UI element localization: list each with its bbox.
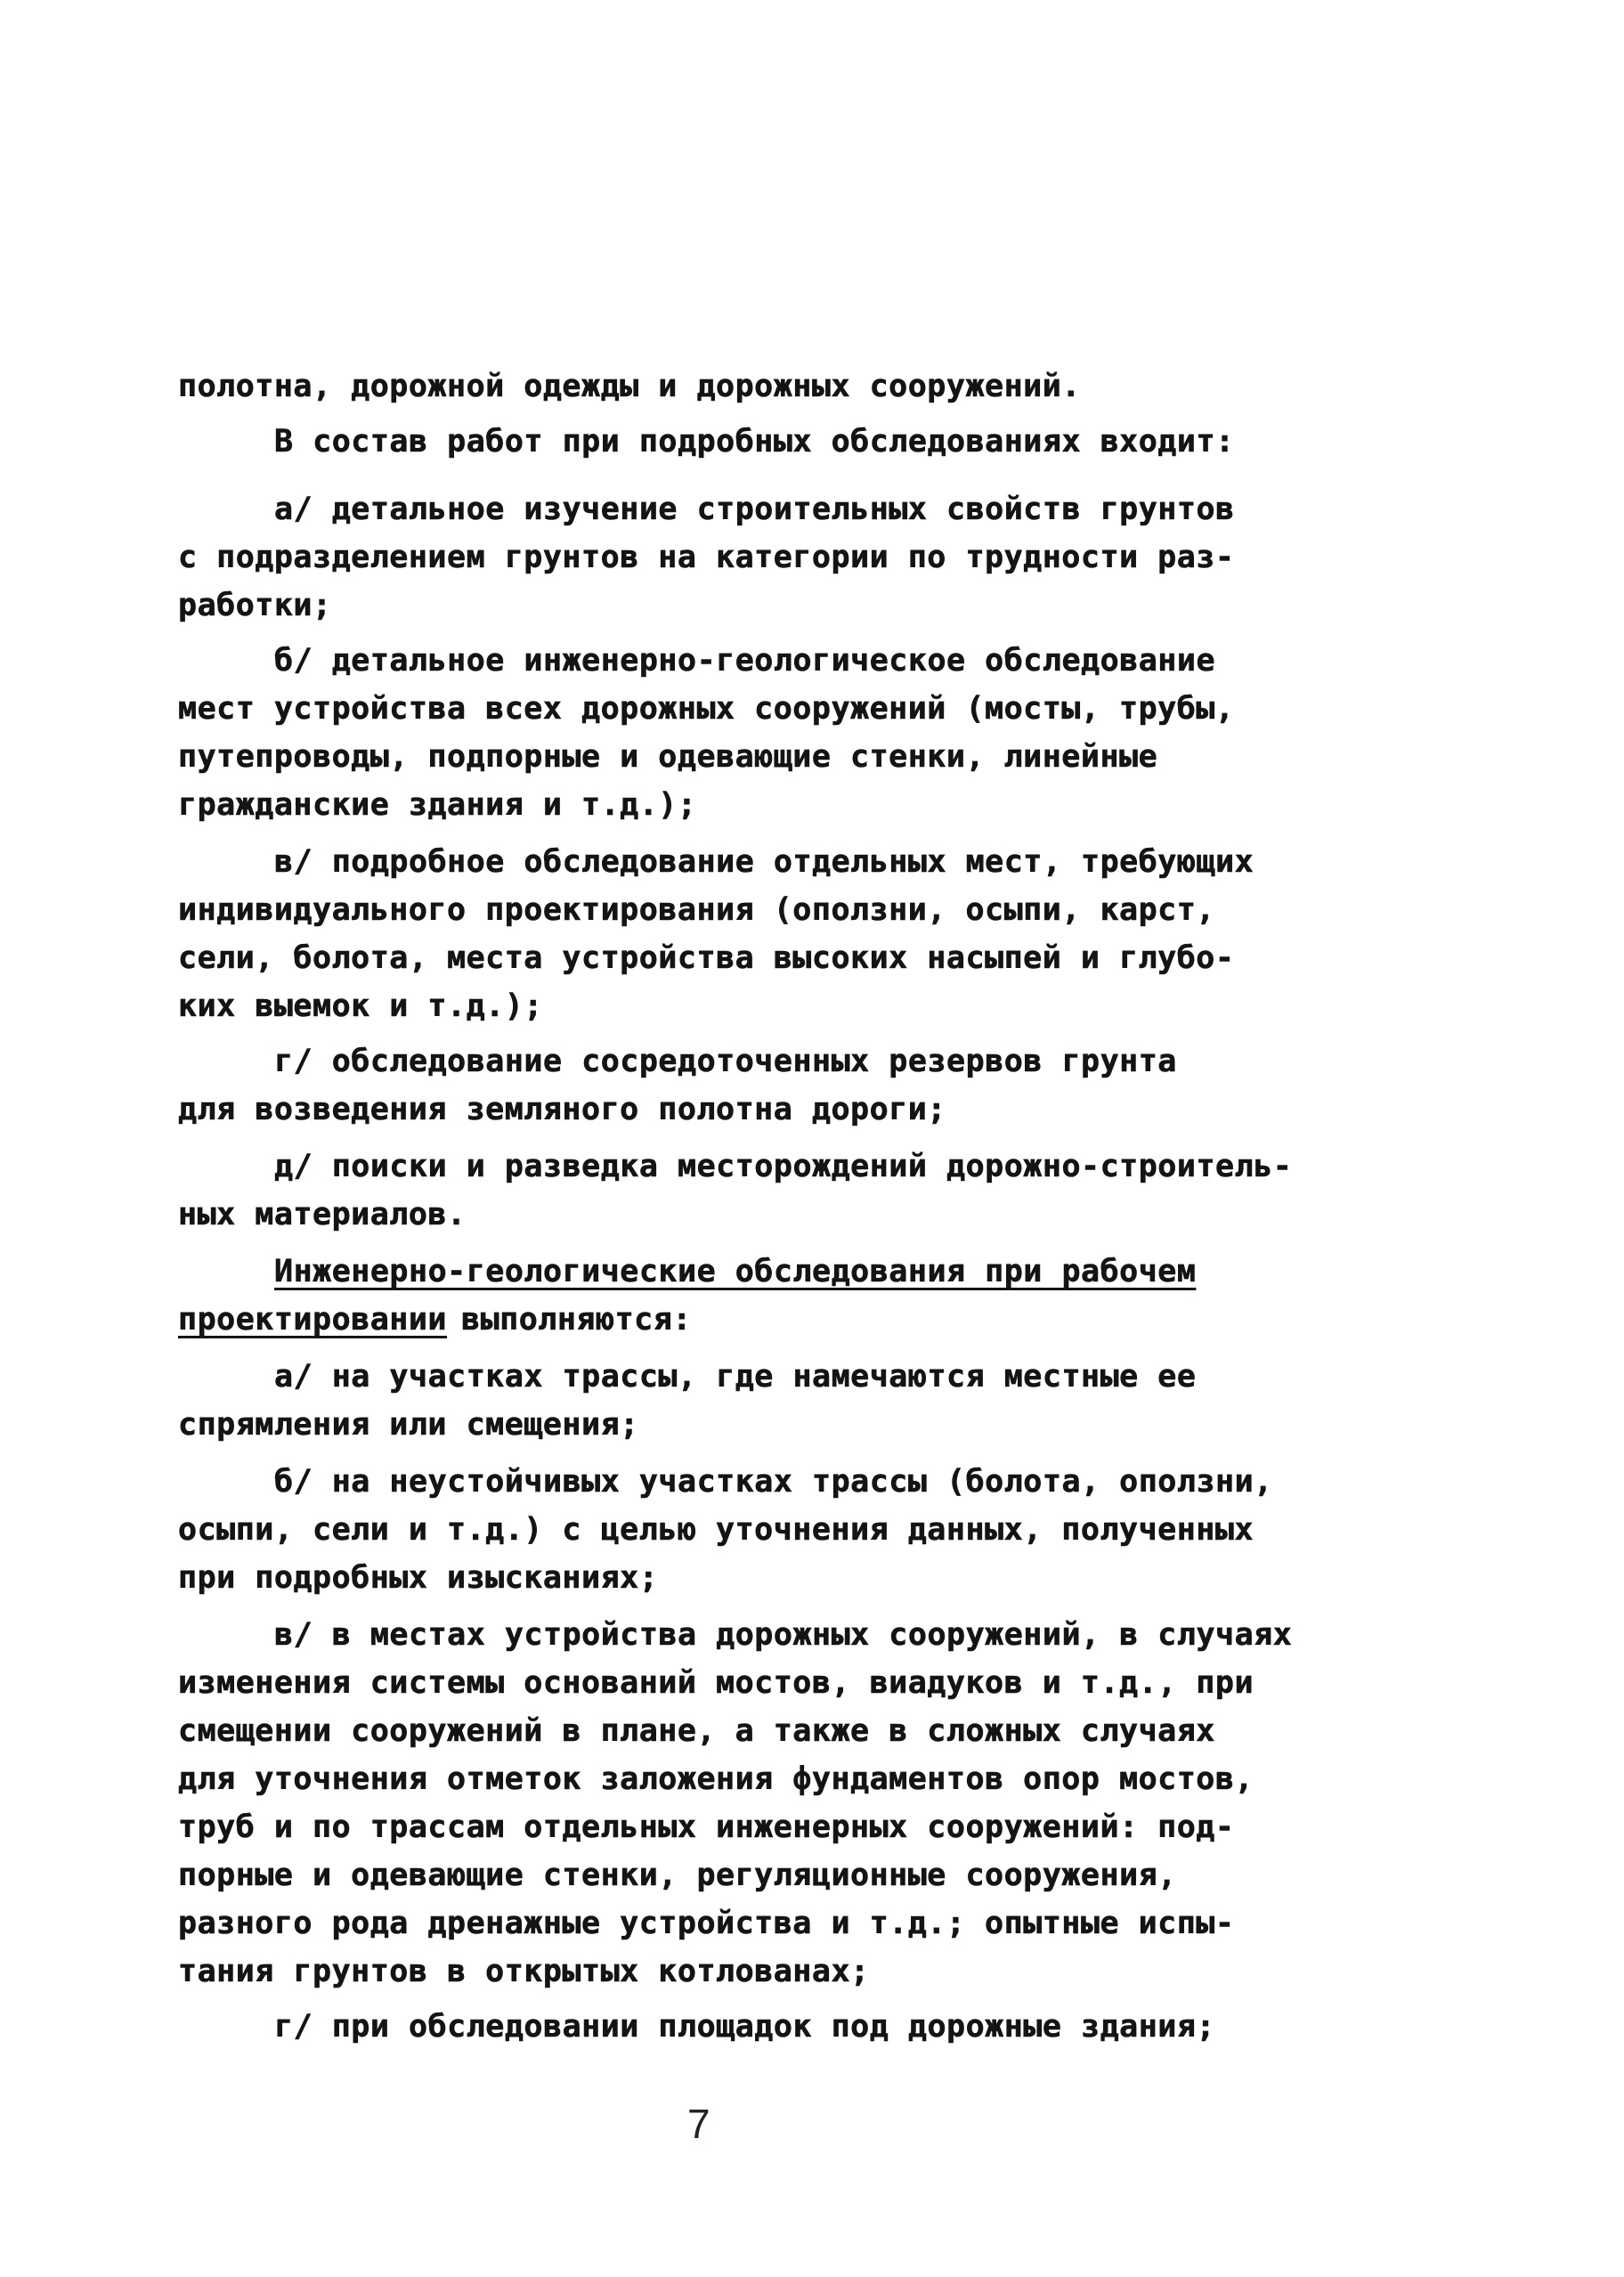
list-item-v-line: труб и по трассам отдельных инженерных сооружений: под- bbox=[178, 1809, 1235, 1845]
list-item-v-line: сели, болота, места устройства высоких насыпей и глубо- bbox=[178, 940, 1235, 976]
list-item-v-line: ких выемок и т.д.); bbox=[178, 988, 543, 1024]
list-item-d-line: д/ поиски и разведка месторождений дорожно-строитель- bbox=[274, 1149, 1293, 1184]
list-item-v-line: индивидуального проектирования (оползни, осыпи, карст, bbox=[178, 892, 1215, 928]
list-item-g-line: г/ обследование сосредоточенных резервов грунта bbox=[274, 1044, 1177, 1079]
text-line: полотна, дорожной одежды и дорожных сооружений. bbox=[178, 369, 1081, 404]
list-item-v-line: в/ в местах устройства дорожных сооружений, в случаях bbox=[274, 1617, 1293, 1653]
list-item-a-line: работки; bbox=[178, 588, 332, 623]
list-item-b-line: б/ на неустойчивых участках трассы (болота, оползни, bbox=[274, 1464, 1273, 1500]
list-item-g-line: для возведения земляного полотна дороги; bbox=[178, 1092, 946, 1127]
list-item-b-line: осыпи, сели и т.д.) с целью уточнения данных, полученных bbox=[178, 1512, 1255, 1548]
list-item-a-line: а/ на участках трассы, где намечаются местные ее bbox=[274, 1359, 1197, 1395]
paragraph-first-line: В состав работ при подробных обследованиях входит: bbox=[274, 424, 1235, 459]
list-item-a-line: спрямления или смещения; bbox=[178, 1407, 639, 1443]
list-item-v-line: разного рода дренажные устройства и т.д.; опытные испы- bbox=[178, 1906, 1235, 1941]
list-item-g-line: г/ при обследовании площадок под дорожные здания; bbox=[274, 2009, 1216, 2045]
list-item-v-line: смещении сооружений в плане, а также в сложных случаях bbox=[178, 1713, 1215, 1749]
list-item-a-line: с подразделением грунтов на категории по трудности раз- bbox=[178, 540, 1235, 575]
list-item-a-line: а/ детальное изучение строительных свойств грунтов bbox=[274, 492, 1235, 527]
list-item-v-line: в/ подробное обследование отдельных мест, требующих bbox=[274, 844, 1255, 880]
list-item-v-line: тания грунтов в открытых котлованах; bbox=[178, 1954, 870, 1989]
list-item-b-line: путепроводы, подпорные и одевающие стенки, линейные bbox=[178, 739, 1158, 775]
list-item-b-line: при подробных изысканиях; bbox=[178, 1560, 659, 1596]
section-heading: проектировании bbox=[178, 1302, 448, 1338]
list-item-d-line: ных материалов. bbox=[178, 1197, 467, 1232]
list-item-b-line: гражданские здания и т.д.); bbox=[178, 787, 697, 823]
page-number: 7 bbox=[687, 2101, 710, 2147]
list-item-v-line: для уточнения отметок заложения фундаментов опор мостов, bbox=[178, 1761, 1255, 1797]
list-item-v-line: порные и одевающие стенки, регуляционные сооружения, bbox=[178, 1858, 1177, 1893]
list-item-b-line: мест устройства всех дорожных сооружений (мосты, трубы, bbox=[178, 691, 1235, 727]
text-line: выполняются: bbox=[461, 1302, 692, 1338]
section-heading: Инженерно-геологические обследования при рабочем bbox=[274, 1254, 1197, 1289]
list-item-b-line: б/ детальное инженерно-геологическое обследование bbox=[274, 643, 1216, 679]
list-item-v-line: изменения системы оснований мостов, виадуков и т.д., при bbox=[178, 1665, 1255, 1701]
